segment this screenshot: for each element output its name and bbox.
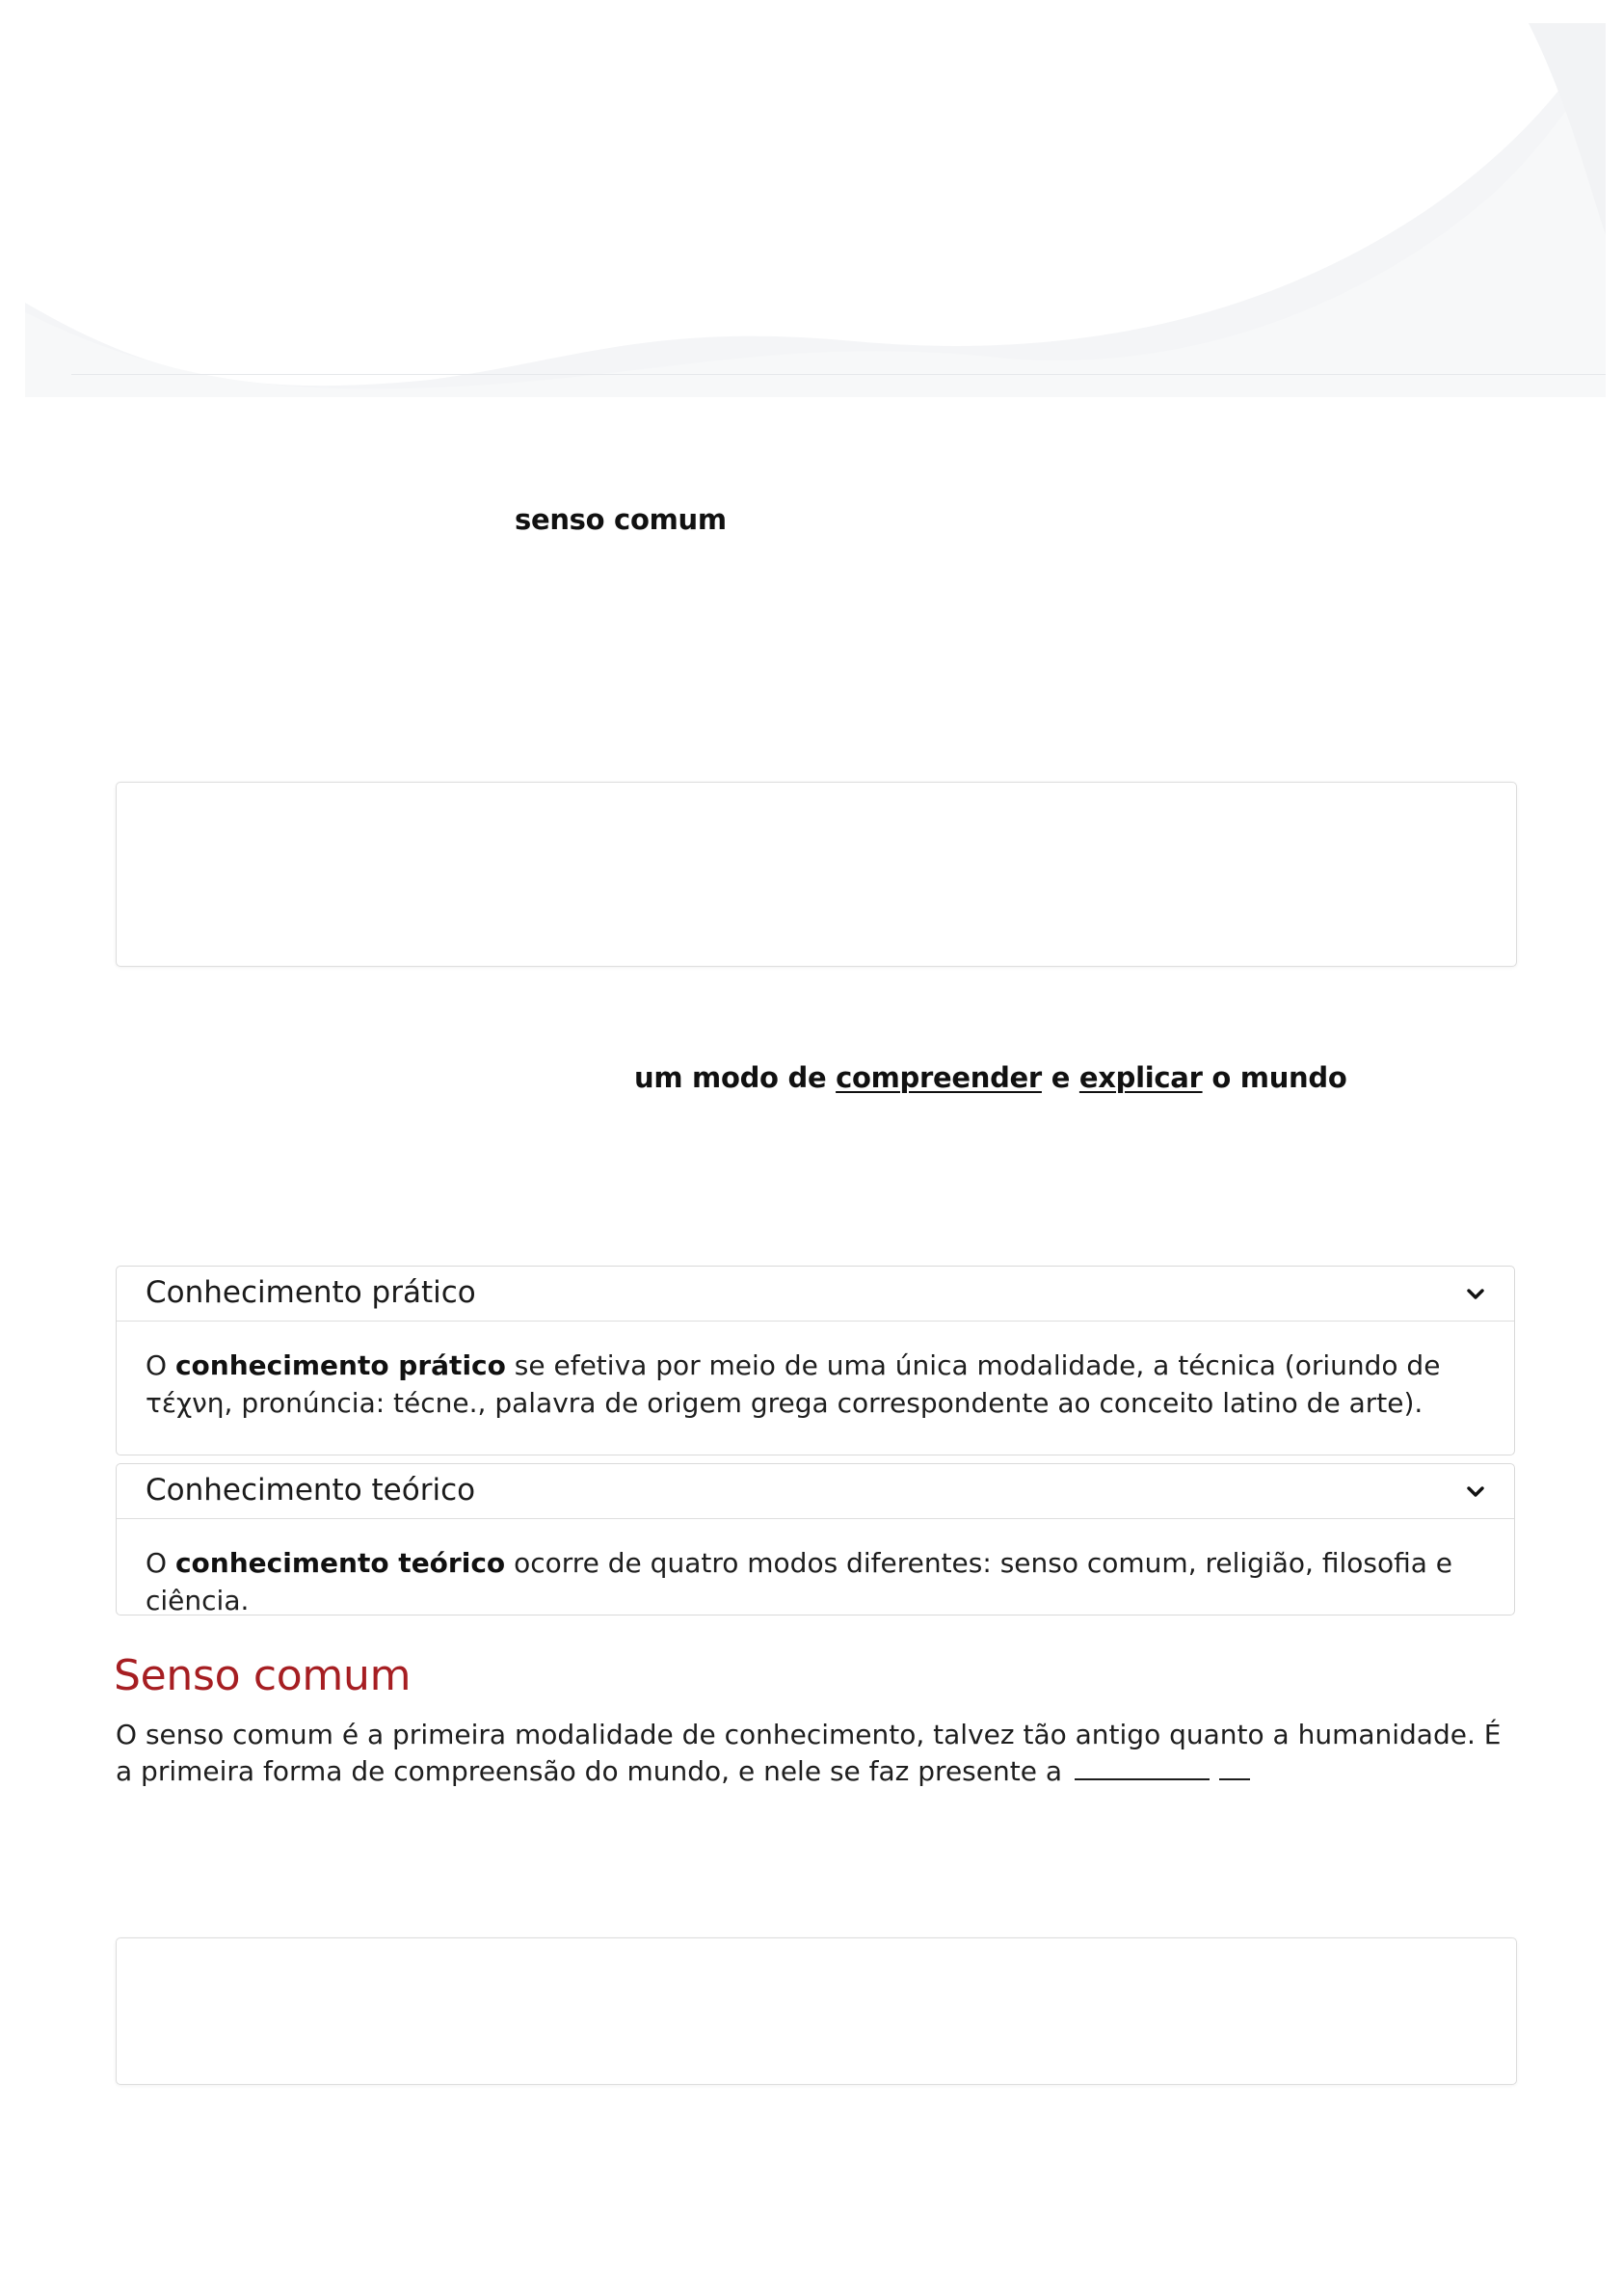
- fill-blank-short: [1219, 1753, 1250, 1780]
- body-bold-term: conhecimento teórico: [174, 1547, 506, 1579]
- accordion-header-pratico[interactable]: [117, 1267, 1514, 1322]
- section-heading: Senso comum: [114, 1651, 412, 1700]
- fill-blank-long: [1075, 1753, 1210, 1780]
- accordion-body-pratico: [117, 1322, 1514, 1422]
- definition-verb-compreender: compreender: [836, 1061, 1042, 1094]
- definition-prefix: um modo de: [634, 1061, 827, 1094]
- content-card-bottom: [116, 1937, 1517, 2085]
- body-text: se efetiva por meio de uma única modalidade, a técnica (oriundo de τέχνη, pronúncia: técne., palavra de origem grega correspondente ao conceito latino de arte).: [146, 1349, 1441, 1419]
- body-text: ocorre de quatro modos diferentes: senso comum, religião, filosofia e ciência.: [146, 1547, 1453, 1616]
- hero-wave-decoration: [25, 23, 1606, 397]
- body-lead: O: [146, 1349, 168, 1381]
- definition-connector: e: [1051, 1061, 1071, 1094]
- body-bold-term: conhecimento prático: [174, 1349, 506, 1381]
- paragraph-text: O senso comum é a primeira modalidade de conhecimento, talvez tão antigo quanto a humanidade. É a primeira forma de compreensão do mundo, e nele se faz presente a: [116, 1719, 1502, 1787]
- accordion-title: Conhecimento teórico: [146, 1473, 476, 1508]
- highlighted-term: senso comum: [515, 503, 727, 536]
- accordion-body-teorico: [117, 1519, 1514, 1619]
- body-lead: O: [146, 1547, 168, 1579]
- definition-suffix: o mundo: [1211, 1061, 1347, 1094]
- accordion-conhecimento-teorico: [116, 1463, 1515, 1615]
- definition-line: [634, 1061, 1347, 1094]
- hero-banner: [25, 23, 1606, 397]
- chevron-down-icon[interactable]: [1464, 1480, 1487, 1503]
- definition-verb-explicar: explicar: [1078, 1061, 1203, 1094]
- section-paragraph: [116, 1717, 1523, 1790]
- accordion-header-teorico[interactable]: [117, 1464, 1514, 1519]
- accordion-conhecimento-pratico: [116, 1266, 1515, 1455]
- hero-divider: [71, 374, 1606, 375]
- chevron-down-icon[interactable]: [1464, 1282, 1487, 1305]
- content-card-top: [116, 782, 1517, 967]
- accordion-title: Conhecimento prático: [146, 1275, 476, 1310]
